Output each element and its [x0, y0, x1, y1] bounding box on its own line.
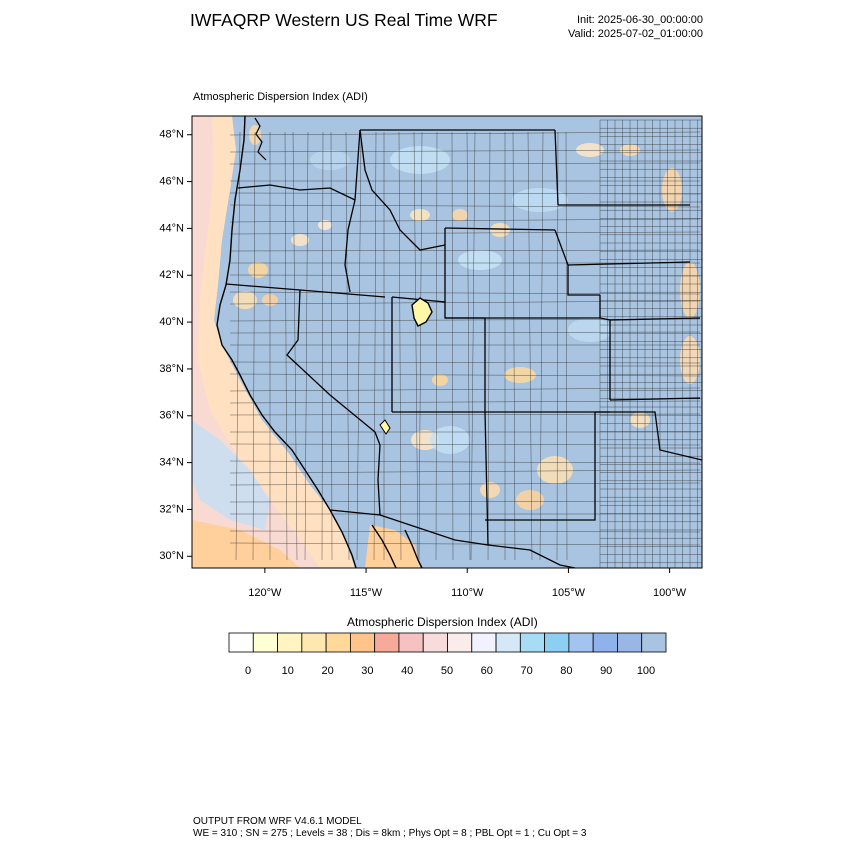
lat-tick-label: 30°N	[159, 550, 184, 563]
map-field	[192, 116, 702, 568]
lat-tick-label: 46°N	[159, 175, 184, 188]
colorbar-label: 100	[636, 665, 656, 677]
colorbar-label: 20	[321, 665, 334, 677]
init-time: Init: 2025-06-30_00:00:00	[577, 14, 703, 26]
colorbar-label: 80	[560, 665, 573, 677]
colorbar-label: 40	[401, 665, 414, 677]
colorbar-title: Atmospheric Dispersion Index (ADI)	[347, 615, 538, 629]
lon-tick-label: 110°W	[451, 587, 484, 599]
footer-config-line: WE = 310 ; SN = 275 ; Levels = 38 ; Dis = 8km ; Phys Opt = 8 ; PBL Opt = 1 ; Cu Opt = 3	[193, 828, 587, 839]
footer-model-line: OUTPUT FROM WRF V4.6.1 MODEL	[193, 816, 362, 827]
lat-tick-label: 36°N	[159, 409, 184, 422]
colorbar-label: 90	[600, 665, 613, 677]
valid-time: Valid: 2025-07-02_01:00:00	[568, 28, 703, 40]
colorbar-label: 60	[480, 665, 493, 677]
latitude-axis	[159, 129, 192, 563]
colorbar-label: 30	[361, 665, 374, 677]
colorbar-label: 70	[520, 665, 533, 677]
lat-tick-label: 44°N	[159, 222, 184, 235]
lat-tick-label: 42°N	[159, 269, 184, 282]
main-title: IWFAQRP Western US Real Time WRF	[190, 10, 498, 30]
lat-tick-label: 38°N	[159, 362, 184, 375]
lat-tick-label: 40°N	[159, 315, 184, 328]
lat-tick-label: 34°N	[159, 456, 184, 469]
lon-tick-label: 100°W	[653, 587, 687, 599]
panel-title: Atmospheric Dispersion Index (ADI)	[193, 91, 368, 103]
colorbar-label: 10	[281, 665, 294, 677]
lat-tick-label: 32°N	[159, 503, 184, 516]
longitude-axis	[248, 568, 687, 599]
colorbar-label: 50	[440, 665, 454, 677]
lon-tick-label: 120°W	[248, 587, 282, 599]
lon-tick-label: 105°W	[551, 587, 585, 599]
lat-tick-label: 48°N	[159, 128, 184, 141]
colorbar-label: 0	[244, 665, 252, 677]
lon-tick-label: 115°W	[349, 587, 383, 599]
